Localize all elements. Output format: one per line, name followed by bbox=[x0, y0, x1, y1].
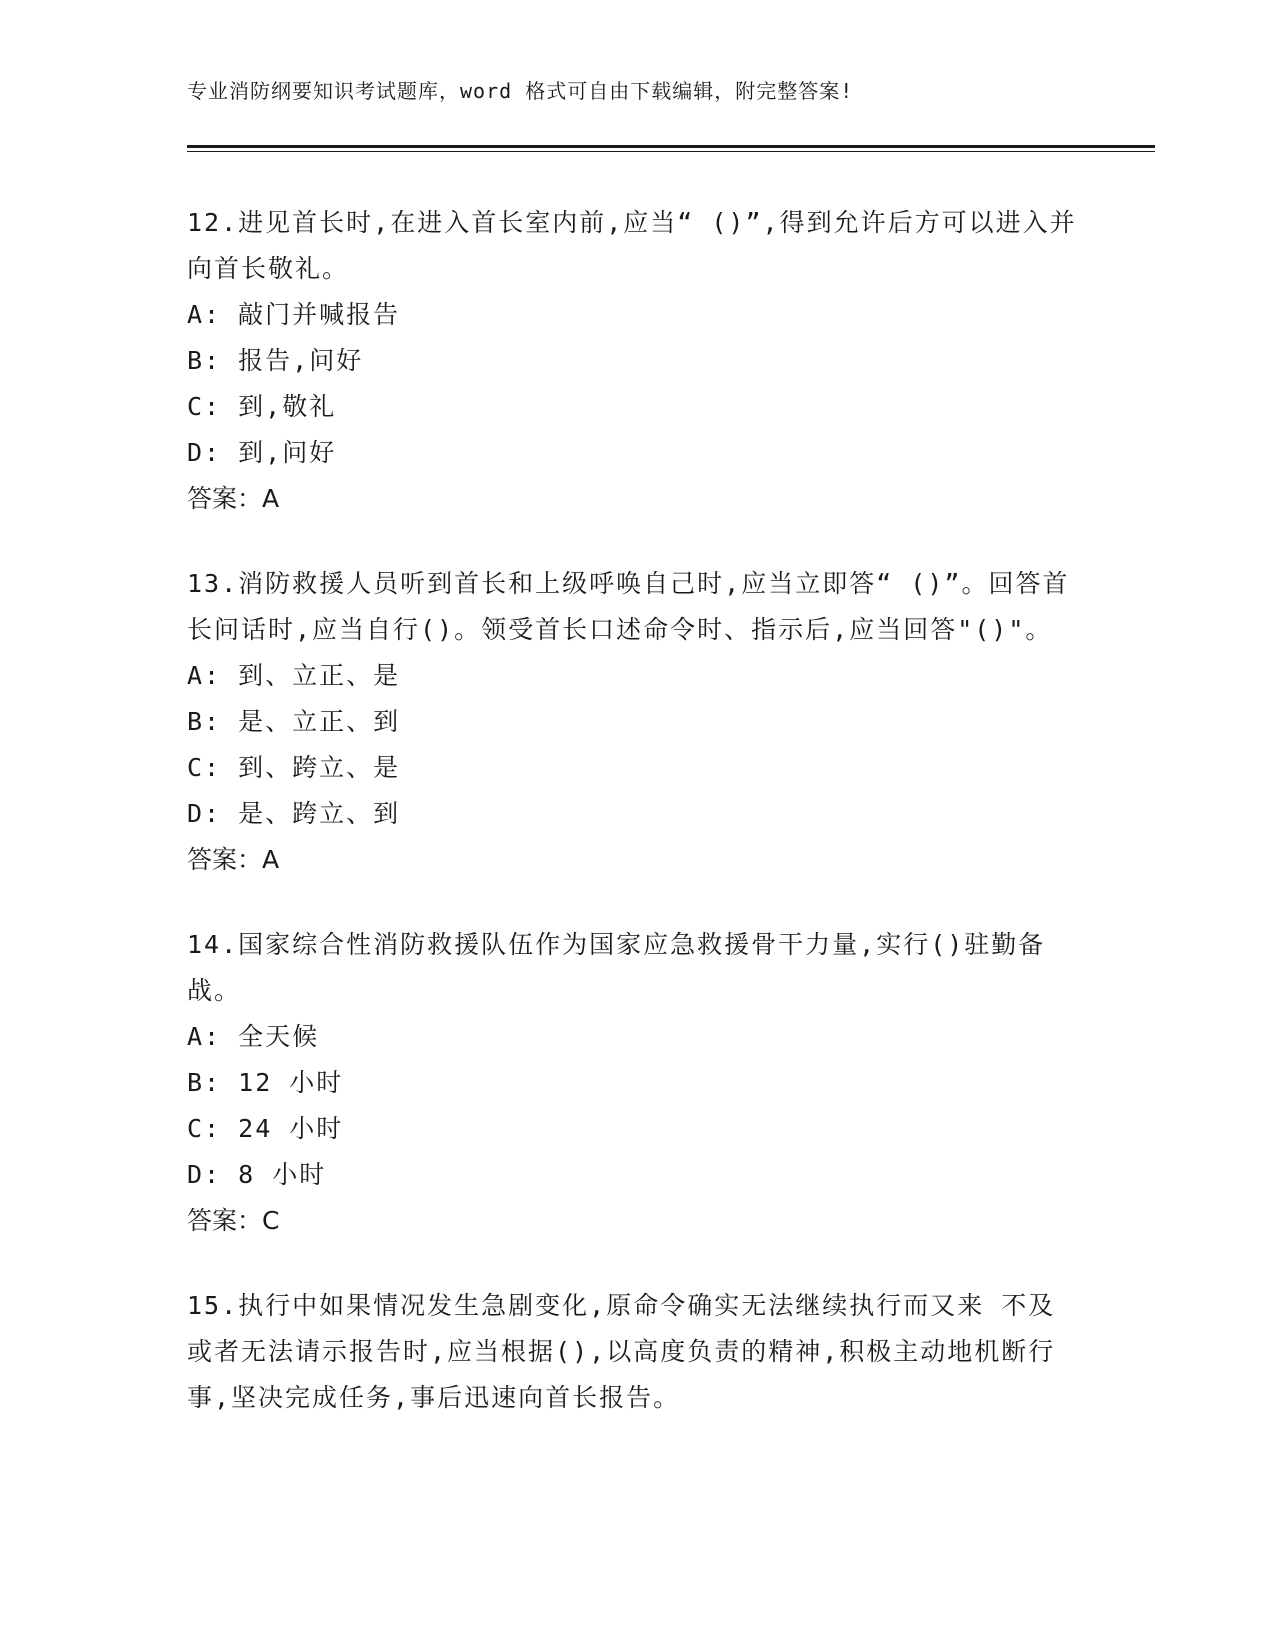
option-d: D: 8 小时 bbox=[187, 1160, 327, 1189]
question-13 bbox=[187, 561, 1077, 883]
question-stem: 12.进见首长时,在进入首长室内前,应当“ ()”,得到允许后方可以进入并向首长敬礼。 bbox=[187, 208, 1077, 283]
option-c: C: 24 小时 bbox=[187, 1114, 344, 1143]
question-12 bbox=[187, 200, 1077, 522]
option-d: D: 是、跨立、到 bbox=[187, 799, 401, 828]
question-14 bbox=[187, 922, 1077, 1244]
option-b: B: 是、立正、到 bbox=[187, 707, 401, 736]
option-c: C: 到、跨立、是 bbox=[187, 753, 401, 782]
question-stem: 15.执行中如果情况发生急剧变化,原命令确实无法继续执行而又来 不及或者无法请示报告时,应当根据(),以高度负责的精神,积极主动地机断行事,坚决完成任务,事后迅速向首长报告。 bbox=[187, 1291, 1056, 1412]
question-stem: 14.国家综合性消防救援队伍作为国家应急救援骨干力量,实行()驻勤备战。 bbox=[187, 930, 1046, 1005]
question-list bbox=[187, 200, 1077, 1460]
answer: 答案：C bbox=[187, 1206, 280, 1235]
option-a: A: 敲门并喊报告 bbox=[187, 300, 401, 329]
header-divider-thick bbox=[187, 145, 1155, 148]
header-divider-thin bbox=[187, 151, 1155, 152]
option-d: D: 到,问好 bbox=[187, 438, 337, 467]
option-b: B: 报告,问好 bbox=[187, 346, 364, 375]
answer: 答案：A bbox=[187, 845, 280, 874]
question-stem: 13.消防救援人员听到首长和上级呼唤自己时,应当立即答“ ()”。回答首长问话时,应当自行()。领受首长口述命令时、指示后,应当回答"()"。 bbox=[187, 569, 1070, 644]
option-a: A: 到、立正、是 bbox=[187, 661, 401, 690]
page-header: 专业消防纲要知识考试题库，word 格式可自由下载编辑，附完整答案! bbox=[187, 79, 854, 103]
option-c: C: 到,敬礼 bbox=[187, 392, 337, 421]
option-a: A: 全天候 bbox=[187, 1022, 320, 1051]
answer: 答案：A bbox=[187, 484, 280, 513]
option-b: B: 12 小时 bbox=[187, 1068, 344, 1097]
question-15 bbox=[187, 1283, 1077, 1421]
